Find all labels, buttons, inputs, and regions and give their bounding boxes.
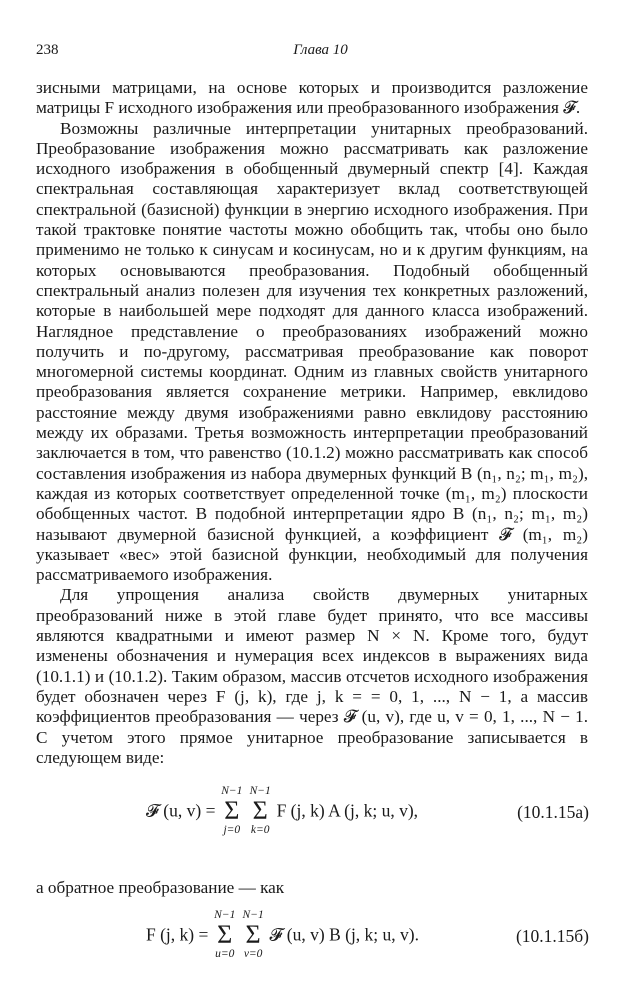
sum-u-lower-limit: u=0: [215, 948, 235, 960]
formula-b-lhs: F (j, k) =: [146, 924, 209, 945]
paragraph-continuation: зисными матрицами, на основе которых и производится разложение матрицы F исходного изображения или преобразованного изображения 𝓕.: [36, 78, 588, 118]
equation-number-b: (10.1.15б): [515, 926, 589, 946]
sigma-icon: Σ: [217, 920, 233, 949]
paragraph-simplification: Для упрощения анализа свойств двумерных унитарных преобразований ниже в этой главе будет принято, что все массивы являются квадратными и имеют размер N × N. Кроме того, будут изменены обозначения и нумерация всех индексов в выражениях вида (10.1.1) и (10.1.2). Таким образом, массив отсчетов исходного изображения будет обозначен через F (j, k), где j, k = = 0, 1, ..., N − 1, а массив коэффициентов преобразования — через 𝓕 (u, v), где u, v = 0, 1, ..., N − 1. С учетом этого прямое унитарное преобразование записывается в следующем виде:: [36, 585, 588, 767]
formula-forward-transform: [0, 782, 641, 846]
chapter-title: Глава 10: [293, 42, 348, 58]
sum-k: [249, 785, 271, 836]
formula-b-rhs: 𝓕 (u, v) B (j, k; u, v).: [269, 924, 419, 945]
formula-a-rhs: F (j, k) A (j, k; u, v),: [276, 800, 419, 821]
page-number: 238: [36, 42, 59, 58]
sum-v-upper-limit: N−1: [242, 909, 264, 921]
sigma-icon: Σ: [245, 920, 261, 949]
sum-j-upper-limit: N−1: [221, 785, 243, 797]
sum-u-upper-limit: N−1: [214, 909, 236, 921]
equation-number-a: (10.1.15а): [517, 802, 589, 822]
sum-k-lower-limit: k=0: [250, 824, 270, 836]
sum-u: [214, 909, 236, 960]
sum-j-lower-limit: j=0: [223, 824, 241, 836]
sigma-icon: Σ: [224, 796, 240, 825]
paragraph-interpretations: Возможны различные интерпретации унитарных преобразований. Преобразование изображения можно рассматривать как разложение исходного изображения в обобщенный двумерный спектр [4]. Каждая спектральная составляющая характеризует вклад соответствующей спектральной (базисной) функции в энергию исходного изображения. При такой трактовке понятие частоты можно обобщить так, чтобы оно было применимо не только к синусам и косинусам, но и к другим функциям, на которых основываются преобразования. Подобный обобщенный спектральный анализ полезен для изучения тех конкретных разложений, которые в наибольшей мере подходят для данного класса изображений. Наглядное представление о преобразованиях изображений можно получить и по-другому, рассматривая преобразование как поворот многомерной системы координат. Одним из главных свойств унитарного преобразования является сохранение метрики. Например, евклидово расстояние между двумя изображениями равно евклидову расстоянию между их образами. Третья возможность интерпретации преобразований заключается в том, что равенство (10.1.2) можно рассматривать как способ составления изображения из набора двумерных функций B (n₁, n₂; m₁, m₂), каждая из которых соответствует определенной точке (m₁, m₂) плоскости обобщенных частот. В подобной интерпретации ядро B (n₁, n₂; m₁, m₂) называют двумерной базисной функцией, а коэффициент 𝓕 (m₁, m₂) указывает «вес» этой базисной функции, необходимый для получения рассматриваемого изображения.: [36, 118, 588, 585]
formula-inverse-transform: [0, 906, 641, 970]
sum-k-upper-limit: N−1: [249, 785, 271, 797]
formula-a-lhs: 𝓕 (u, v) =: [146, 800, 216, 821]
sum-j: [221, 785, 243, 836]
sigma-icon: Σ: [252, 796, 268, 825]
text-inverse-intro: а обратное преобразование — как: [36, 878, 285, 897]
sum-v-lower-limit: v=0: [243, 948, 263, 960]
sum-v: [242, 909, 264, 960]
running-head: [36, 42, 605, 64]
body-text: [36, 78, 588, 768]
